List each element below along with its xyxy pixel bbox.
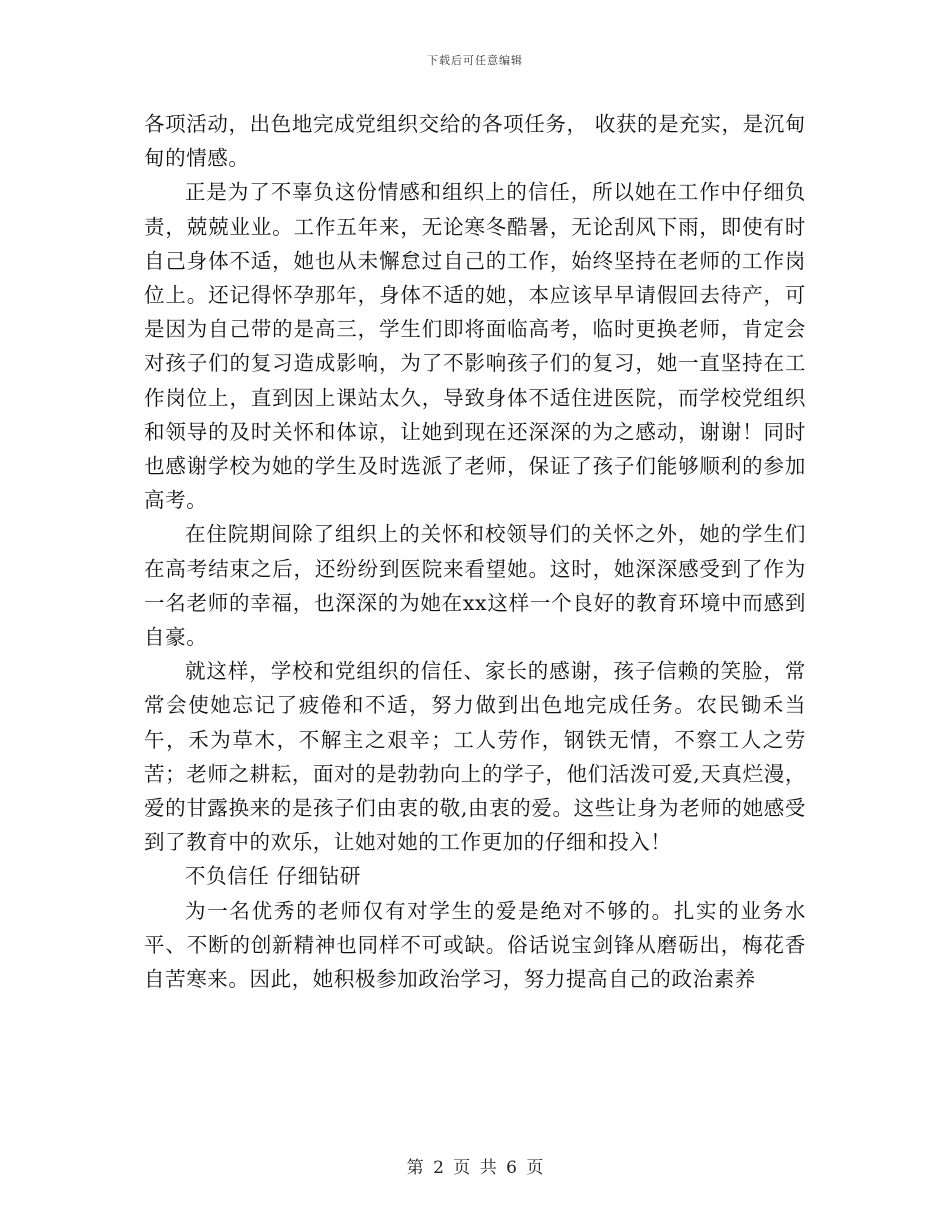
paragraph-work-dedication: 正是为了不辜负这份情感和组织上的信任，所以她在工作中仔细负责，兢兢业业。工作五年来，无论寒冬酷暑，无论刮风下雨，即使有时自己身体不适，她也从未懈怠过自己的工作，始终坚持在老师的工作岗位上。还记得怀孕那年，身体不适的她，本应该早早请假回去待产，可是因为自己带的是高三，学生们即将面临高考，临时更换老师，肯定会对孩子们的复习造成影响，为了不影响孩子们的复习，她一直坚持在工作岗位上，直到因上课站太久，导致身体不适住进医院，而学校党组织和领导的及时关怀和体谅，让她到现在还深深的为之感动，谢谢！同时也感谢学校为她的学生及时选派了老师，保证了孩子们能够顺利的参加高考。 xyxy=(144,180,806,513)
page-number: 第 2 页 共 6 页 xyxy=(406,1158,544,1178)
paragraph-study: 为一名优秀的老师仅有对学生的爱是绝对不够的。扎实的业务水平、不断的创新精神也同样不可或缺。俗话说宝剑锋从磨砺出，梅花香自苦寒来。因此，她积极参加政治学习，努力提高自己的政治素养 xyxy=(144,898,806,992)
section-subheading: 不负信任 仔细钻研 xyxy=(185,864,361,889)
paragraph-teaching-joy: 就这样，学校和党组织的信任、家长的感谢，孩子信赖的笑脸，常常会使她忘记了疲倦和不适，努力做到出色地完成任务。农民锄禾当午，禾为草木，不解主之艰辛；工人劳作，钢铁无情，不察工人之劳苦；老师之耕耘，面对的是勃勃向上的学子，他们活泼可爱,天真烂漫，爱的甘露换来的是孩子们由衷的敬,由衷的爱。这些让身为老师的她感受到了教育中的欢乐，让她对她的工作更加的仔细和投入！ xyxy=(144,659,806,855)
document-body xyxy=(144,107,806,996)
page-header: 下载后可任意编辑 xyxy=(427,54,523,67)
paragraph-hospital-visit: 在住院期间除了组织上的关怀和校领导们的关怀之外，她的学生们在高考结束之后，还纷纷到医院来看望她。这时，她深深感受到了作为一名老师的幸福，也深深的为她在xx这样一个良好的教育环境中而感到自豪。 xyxy=(144,522,806,650)
paragraph-continuation: 各项活动，出色地完成党组织交给的各项任务， 收获的是充实，是沉甸甸的情感。 xyxy=(144,112,806,171)
